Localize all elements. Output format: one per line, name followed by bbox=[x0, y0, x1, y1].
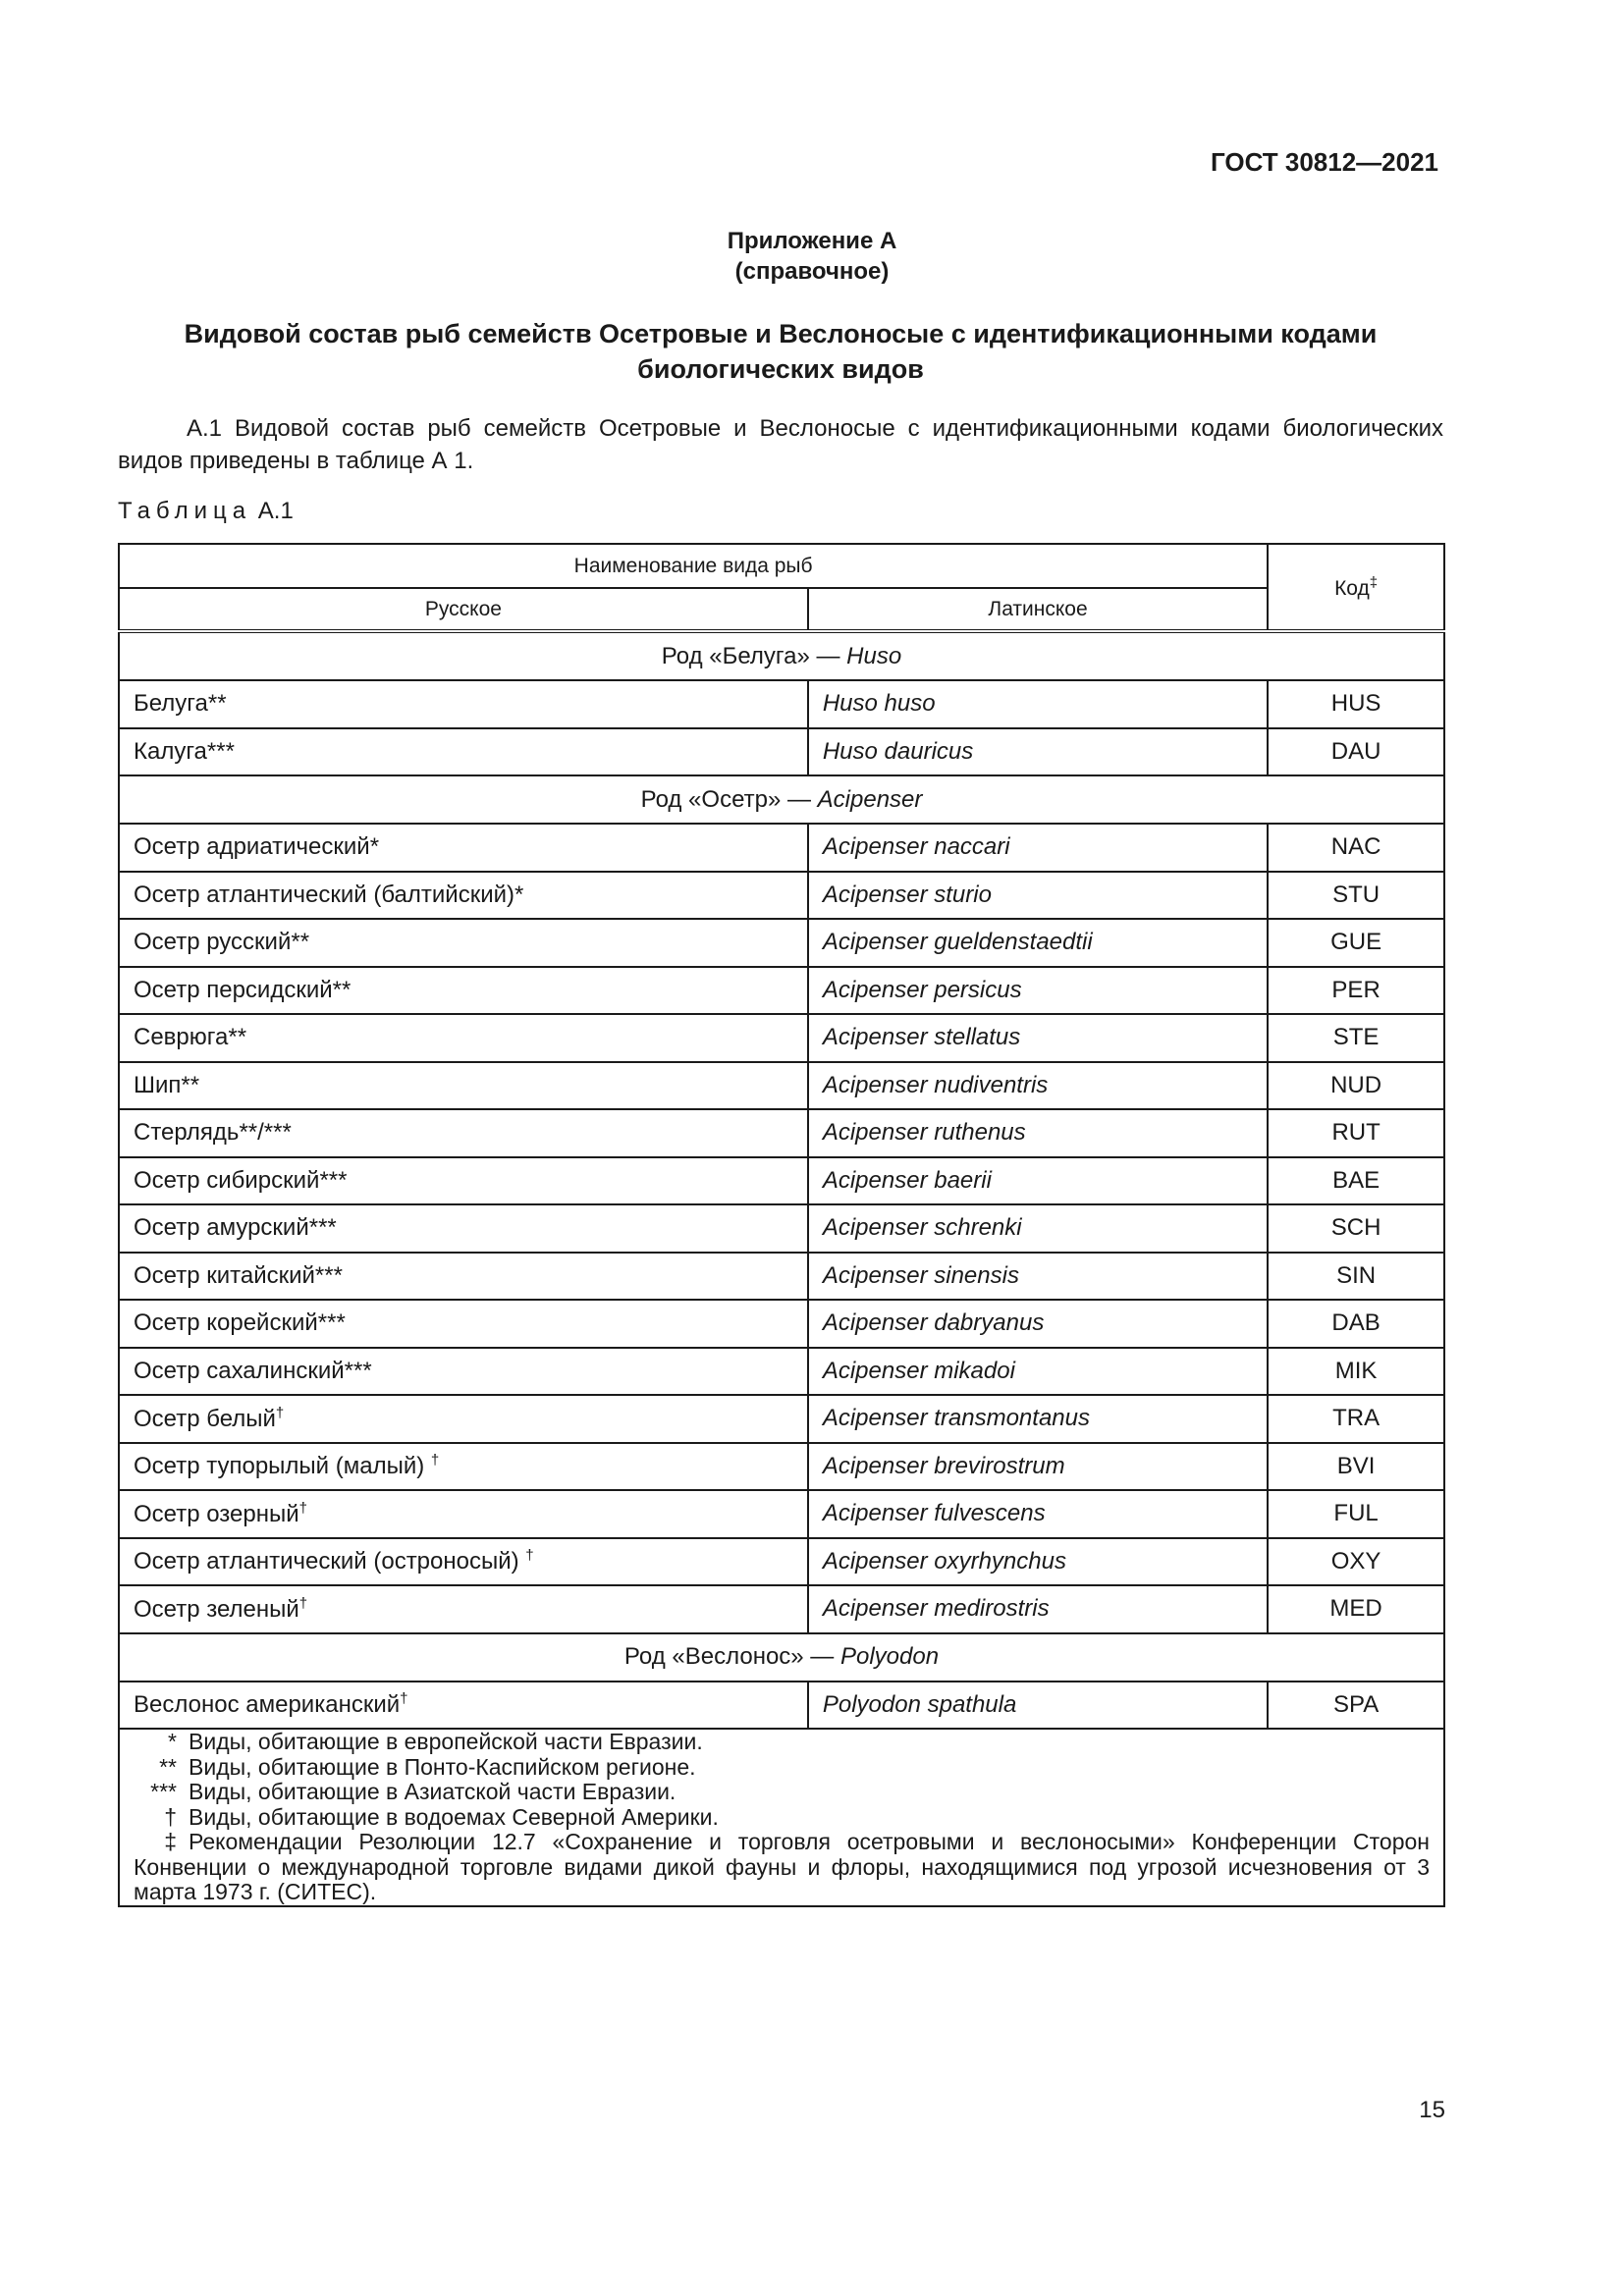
cell-code: BVI bbox=[1268, 1443, 1444, 1491]
table-row bbox=[119, 728, 1444, 776]
header-latin: Латинское bbox=[808, 588, 1268, 631]
table-row bbox=[119, 1014, 1444, 1062]
cell-code: BAE bbox=[1268, 1157, 1444, 1205]
cell-code: NUD bbox=[1268, 1062, 1444, 1110]
cell-latin-name: Acipenser oxyrhynchus bbox=[808, 1538, 1268, 1586]
footnote-mark: † bbox=[525, 1547, 534, 1565]
cell-code: SIN bbox=[1268, 1253, 1444, 1301]
cell-russian-name bbox=[119, 1062, 808, 1110]
russian-name: Калуга bbox=[134, 737, 207, 765]
russian-name: Осетр белый bbox=[134, 1405, 276, 1432]
russian-name: Осетр русский bbox=[134, 929, 292, 956]
table-row bbox=[119, 1109, 1444, 1157]
cell-russian-name bbox=[119, 680, 808, 728]
cell-latin-name: Acipenser brevirostrum bbox=[808, 1443, 1268, 1491]
cell-code: STU bbox=[1268, 872, 1444, 920]
table-row bbox=[119, 1682, 1444, 1730]
note-mark: † bbox=[164, 1803, 177, 1830]
header-code-mark: ‡ bbox=[1369, 573, 1379, 591]
cell-russian-name bbox=[119, 1300, 808, 1348]
cell-russian-name bbox=[119, 1014, 808, 1062]
russian-name: Осетр тупорылый (малый) bbox=[134, 1453, 431, 1480]
annex-title: Видовой состав рыб семейств Осетровые и Веслоносые с идентификационными кодами биологических видов bbox=[184, 319, 1378, 384]
footnote-mark: *** bbox=[308, 1214, 337, 1242]
cell-latin-name: Acipenser dabryanus bbox=[808, 1300, 1268, 1348]
note-item bbox=[134, 1730, 1430, 1755]
genus-cell bbox=[119, 631, 1444, 680]
note-mark: *** bbox=[150, 1779, 177, 1804]
footnote-mark: † bbox=[298, 1499, 307, 1517]
cell-russian-name bbox=[119, 1538, 808, 1586]
genus-name: Род «Веслонос» — bbox=[623, 1643, 840, 1670]
genus-latin: Acipenser bbox=[817, 785, 923, 813]
cell-latin-name: Acipenser stellatus bbox=[808, 1014, 1268, 1062]
table-row bbox=[119, 1490, 1444, 1538]
footnote-mark: † bbox=[400, 1690, 408, 1708]
cell-russian-name bbox=[119, 1109, 808, 1157]
table-row bbox=[119, 1395, 1444, 1443]
cell-code: GUE bbox=[1268, 919, 1444, 967]
cell-latin-name: Acipenser nudiventris bbox=[808, 1062, 1268, 1110]
russian-name: Осетр атлантический (остроносый) bbox=[134, 1548, 526, 1575]
note-text: Рекомендации Резолюции 12.7 «Сохранение и торговля осетровыми и веслоносыми» Конференции Сторон Конвенции о международной торговле видами дикой фауны и флоры, находящимися под угрозой исчезновения от 3 марта 1973 г. (СИТЕС). bbox=[134, 1829, 1430, 1904]
russian-name: Белуга bbox=[134, 690, 208, 718]
table-row bbox=[119, 967, 1444, 1015]
footnote-mark: *** bbox=[317, 1309, 346, 1337]
footnote-mark: * bbox=[369, 833, 380, 861]
cell-code: RUT bbox=[1268, 1109, 1444, 1157]
footnote-mark: *** bbox=[344, 1357, 372, 1384]
cell-code: MED bbox=[1268, 1585, 1444, 1633]
cell-latin-name: Acipenser gueldenstaedtii bbox=[808, 919, 1268, 967]
cell-latin-name: Acipenser sinensis bbox=[808, 1253, 1268, 1301]
cell-russian-name bbox=[119, 1253, 808, 1301]
note-text: Виды, обитающие в Понто-Каспийском регионе. bbox=[189, 1753, 696, 1780]
russian-name: Осетр сахалинский bbox=[134, 1357, 345, 1384]
footnote-mark: **/*** bbox=[239, 1119, 292, 1147]
cell-latin-name: Huso dauricus bbox=[808, 728, 1268, 776]
note-item bbox=[134, 1780, 1430, 1805]
russian-name: Шип bbox=[134, 1071, 182, 1098]
annex-heading bbox=[0, 226, 1624, 287]
cell-code: OXY bbox=[1268, 1538, 1444, 1586]
table-row bbox=[119, 872, 1444, 920]
table-row bbox=[119, 1538, 1444, 1586]
cell-latin-name: Acipenser ruthenus bbox=[808, 1109, 1268, 1157]
note-item bbox=[134, 1830, 1430, 1905]
cell-russian-name bbox=[119, 1157, 808, 1205]
cell-russian-name bbox=[119, 967, 808, 1015]
cell-code: SPA bbox=[1268, 1682, 1444, 1730]
cell-code: MIK bbox=[1268, 1348, 1444, 1396]
cell-code: PER bbox=[1268, 967, 1444, 1015]
russian-name: Веслонос американский bbox=[134, 1691, 401, 1719]
table-row bbox=[119, 1253, 1444, 1301]
cell-russian-name bbox=[119, 872, 808, 920]
intro-paragraph: А.1 Видовой состав рыб семейств Осетровые и Веслоносые с идентификационными кодами биологических видов приведены в таблице А 1. bbox=[118, 415, 1443, 474]
table-row bbox=[119, 1348, 1444, 1396]
page-number: 15 bbox=[1419, 2097, 1445, 2123]
header-code bbox=[1268, 544, 1444, 631]
table-row bbox=[119, 1062, 1444, 1110]
header-russian: Русское bbox=[119, 588, 808, 631]
genus-cell bbox=[119, 775, 1444, 824]
header-code-label: Код bbox=[1334, 576, 1370, 600]
russian-name: Осетр корейский bbox=[134, 1309, 318, 1337]
cell-latin-name: Acipenser baerii bbox=[808, 1157, 1268, 1205]
note-text: Виды, обитающие в водоемах Северной Америки. bbox=[189, 1803, 719, 1830]
cell-russian-name bbox=[119, 919, 808, 967]
russian-name: Стерлядь bbox=[134, 1119, 240, 1147]
genus-latin: Polyodon bbox=[839, 1643, 940, 1670]
note-text: Виды, обитающие в европейской части Евразии. bbox=[189, 1729, 703, 1754]
cell-latin-name: Acipenser transmontanus bbox=[808, 1395, 1268, 1443]
cell-latin-name: Acipenser medirostris bbox=[808, 1585, 1268, 1633]
note-mark: * bbox=[168, 1729, 177, 1754]
russian-name: Осетр персидский bbox=[134, 976, 333, 1003]
cell-russian-name bbox=[119, 824, 808, 872]
cell-code: NAC bbox=[1268, 824, 1444, 872]
table-row bbox=[119, 1157, 1444, 1205]
species-table bbox=[118, 543, 1445, 1907]
annex-type: (справочное) bbox=[734, 258, 890, 285]
genus-latin: Huso bbox=[846, 642, 902, 669]
russian-name: Осетр адриатический bbox=[134, 833, 370, 861]
cell-latin-name: Acipenser mikadoi bbox=[808, 1348, 1268, 1396]
table-row bbox=[119, 919, 1444, 967]
russian-name: Осетр зеленый bbox=[134, 1595, 299, 1623]
table-row bbox=[119, 680, 1444, 728]
russian-name: Севрюга bbox=[134, 1024, 229, 1051]
notes-row bbox=[119, 1729, 1444, 1906]
footnote-mark: * bbox=[514, 881, 524, 908]
table-row bbox=[119, 1204, 1444, 1253]
table-caption bbox=[118, 498, 294, 525]
annex-label: Приложение А bbox=[727, 228, 897, 254]
genus-row bbox=[119, 1633, 1444, 1682]
note-mark: ** bbox=[159, 1753, 177, 1780]
cell-latin-name: Acipenser naccari bbox=[808, 824, 1268, 872]
russian-name: Осетр амурский bbox=[134, 1214, 309, 1242]
table-row bbox=[119, 1585, 1444, 1633]
russian-name: Осетр китайский bbox=[134, 1261, 315, 1289]
cell-code: SCH bbox=[1268, 1204, 1444, 1253]
russian-name: Осетр сибирский bbox=[134, 1166, 320, 1194]
footnote-mark: ** bbox=[332, 976, 352, 1003]
cell-russian-name bbox=[119, 1585, 808, 1633]
cell-latin-name: Huso huso bbox=[808, 680, 1268, 728]
note-mark: ‡ bbox=[164, 1829, 177, 1854]
cell-russian-name bbox=[119, 1204, 808, 1253]
cell-russian-name bbox=[119, 1682, 808, 1730]
footnote-mark: *** bbox=[206, 737, 235, 765]
genus-name: Род «Осетр» — bbox=[640, 785, 818, 813]
table-caption-number: А.1 bbox=[257, 498, 294, 524]
cell-code: TRA bbox=[1268, 1395, 1444, 1443]
genus-row bbox=[119, 631, 1444, 680]
footnote-mark: † bbox=[298, 1594, 308, 1612]
cell-russian-name bbox=[119, 1490, 808, 1538]
cell-russian-name bbox=[119, 1395, 808, 1443]
footnote-mark: ** bbox=[207, 690, 227, 718]
footnote-mark: † bbox=[430, 1452, 440, 1469]
cell-code: FUL bbox=[1268, 1490, 1444, 1538]
cell-russian-name bbox=[119, 1348, 808, 1396]
table-row bbox=[119, 824, 1444, 872]
russian-name: Осетр озерный bbox=[134, 1500, 299, 1527]
footnote-mark: *** bbox=[314, 1261, 343, 1289]
header-species-name: Наименование вида рыб bbox=[119, 544, 1268, 588]
cell-latin-name: Polyodon spathula bbox=[808, 1682, 1268, 1730]
cell-latin-name: Acipenser sturio bbox=[808, 872, 1268, 920]
table-row bbox=[119, 1443, 1444, 1491]
cell-latin-name: Acipenser fulvescens bbox=[808, 1490, 1268, 1538]
footnote-mark: ** bbox=[181, 1071, 200, 1098]
standard-designation: ГОСТ 30812—2021 bbox=[1211, 147, 1438, 177]
table-notes bbox=[119, 1729, 1444, 1906]
cell-russian-name bbox=[119, 1443, 808, 1491]
note-item bbox=[134, 1805, 1430, 1831]
footnote-mark: † bbox=[275, 1404, 285, 1421]
cell-russian-name bbox=[119, 728, 808, 776]
note-text: Виды, обитающие в Азиатской части Евразии. bbox=[189, 1779, 677, 1804]
cell-code: HUS bbox=[1268, 680, 1444, 728]
cell-code: STE bbox=[1268, 1014, 1444, 1062]
cell-code: DAB bbox=[1268, 1300, 1444, 1348]
cell-latin-name: Acipenser persicus bbox=[808, 967, 1268, 1015]
note-item bbox=[134, 1755, 1430, 1781]
cell-code: DAU bbox=[1268, 728, 1444, 776]
table-caption-word: Таблица bbox=[118, 498, 252, 524]
footnote-mark: ** bbox=[228, 1024, 247, 1051]
genus-cell bbox=[119, 1633, 1444, 1682]
table-row bbox=[119, 1300, 1444, 1348]
footnote-mark: ** bbox=[291, 929, 310, 956]
cell-latin-name: Acipenser schrenki bbox=[808, 1204, 1268, 1253]
genus-name: Род «Белуга» — bbox=[661, 642, 847, 669]
genus-row bbox=[119, 775, 1444, 824]
footnote-mark: *** bbox=[319, 1166, 348, 1194]
russian-name: Осетр атлантический (балтийский) bbox=[134, 881, 514, 908]
